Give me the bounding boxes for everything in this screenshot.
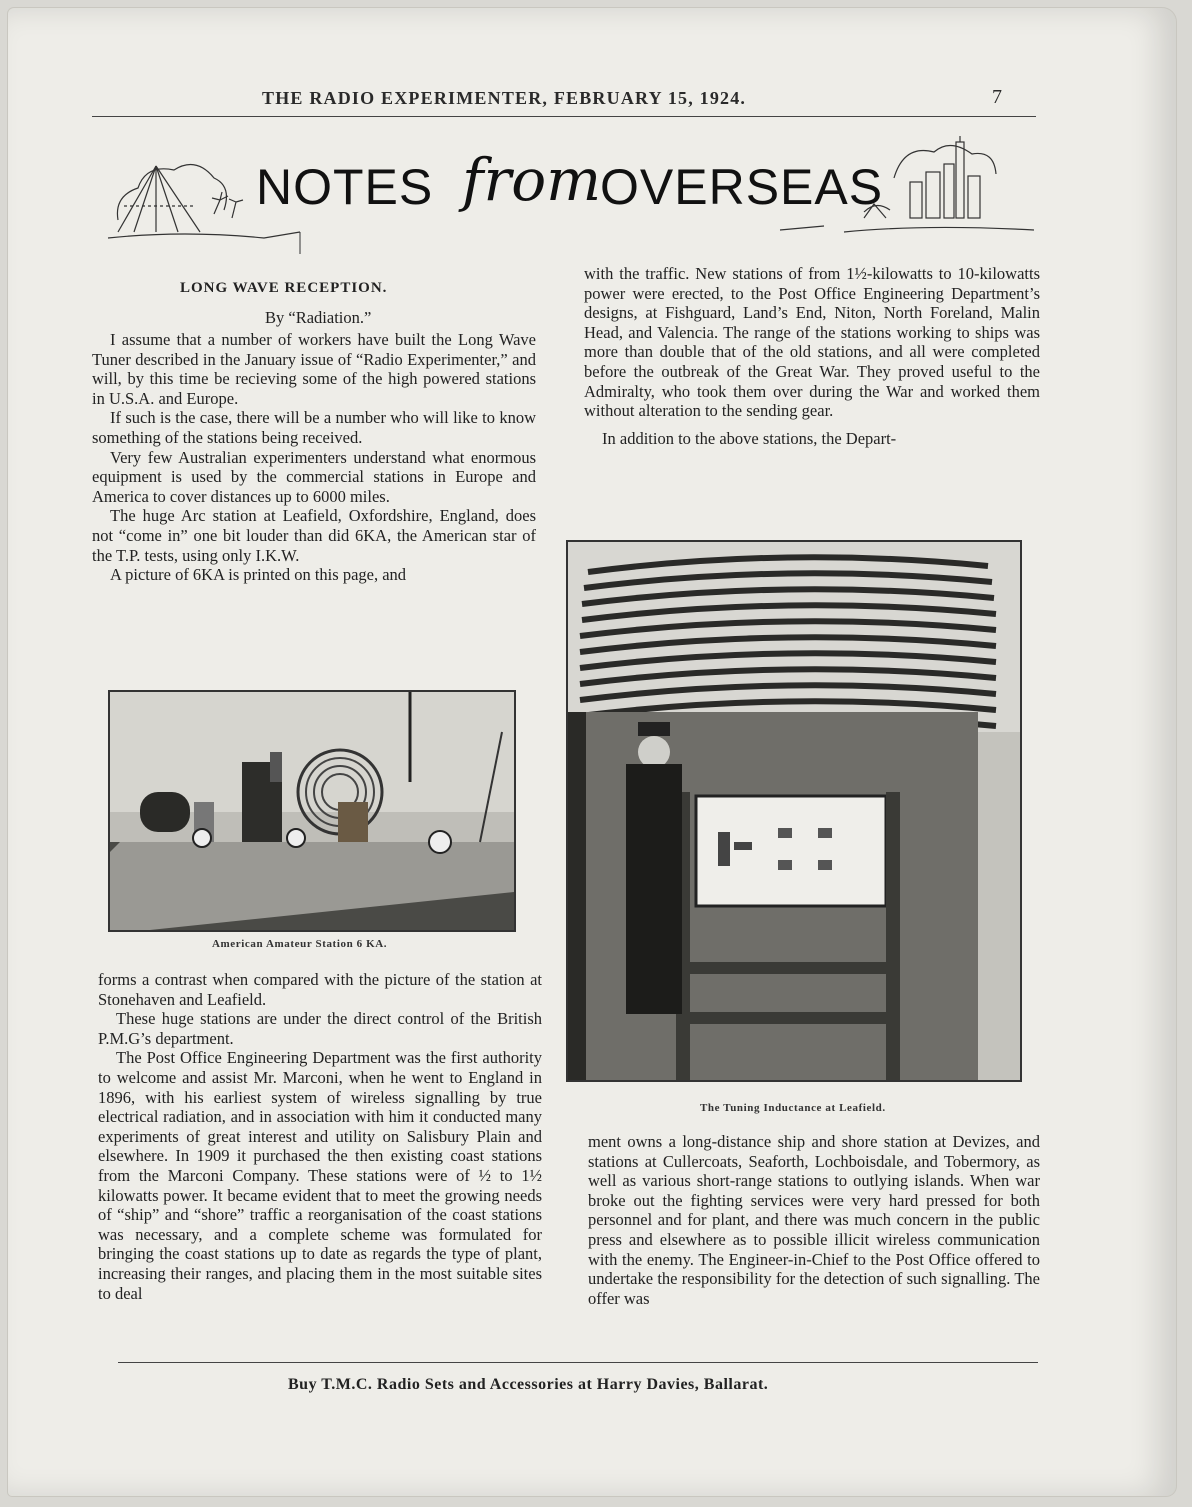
paragraph: forms a contrast when compared with the picture of the station at Stonehaven and Leafield. (98, 970, 542, 1009)
banner-title-from: from (462, 146, 602, 214)
paragraph: These huge stations are under the direct control of the British P.M.G’s department. (98, 1009, 542, 1048)
header-rule (92, 116, 1036, 117)
page-number: 7 (992, 86, 1002, 108)
photo-6ka-illustration (110, 692, 514, 930)
paragraph: I assume that a number of workers have built the Long Wave Tuner described in the January issue of “Radio Experimenter,” and will, by this time be recieving some of the high powered stations in U.S.A. and Europe. (92, 330, 536, 408)
paragraph: The huge Arc station at Leafield, Oxfordshire, England, does not “come in” one bit louder than did 6KA, the American star of the T.P. tests, using only I.K.W. (92, 506, 536, 565)
banner-title-overseas: OVERSEAS (600, 159, 884, 215)
left-column-top (92, 330, 536, 585)
paragraph: In addition to the above stations, the Depart- (602, 428, 897, 448)
photo-leafield-illustration (568, 542, 1020, 1080)
article-byline: By “Radiation.” (265, 308, 372, 327)
photo-tuning-inductance (566, 540, 1022, 1082)
right-column-top (584, 264, 1040, 448)
right-column-bottom (588, 1132, 1040, 1308)
banner-title-notes: NOTES (256, 159, 434, 215)
paragraph: The Post Office Engineering Department was the first authority to welcome and assist Mr. Marconi, when he went to England in 1896, with his earliest system of wireless signalling by true electrical radiation, and in association with him it conducted many experiments of great interest and utility on Salisbury Plain and elsewhere. In 1909 it purchased the then existing coast stations from the Marconi Company. These stations were of ½ to 1½ kilowatts power. It became evident that to meet the growing needs of “ship” and “shore” traffic a reorganisation of the coast stations was necessary, and a complete scheme was formulated for bringing the coast stations up to date as regards the type of plant, increasing their ranges, and placing them in the most suitable sites to deal (98, 1048, 542, 1303)
caption-station-6ka: American Amateur Station 6 KA. (212, 938, 388, 950)
left-column-bottom (98, 970, 542, 1303)
paragraph: ment owns a long-distance ship and shore station at Devizes, and stations at Cullercoats, Seaforth, Lochboisdale, and Tobermory, as well as various short-range stations to outlying islands. When war broke out the fighting services were very hard pressed for both personnel and for plant, and there was much concern in the public press and elsewhere as to possible illicit wireless communication with the enemy. The Engineer-in-Chief to the Post Office offered to undertake the responsibility for the detection of such signalling. The offer was (588, 1132, 1040, 1308)
paragraph: Very few Australian experimenters understand what enormous equipment is used by the commercial stations in Europe and America to cover distances up to 6000 miles. (92, 447, 536, 506)
paragraph: A picture of 6KA is printed on this page, and (110, 565, 407, 585)
paragraph: with the traffic. New stations of from 1½-kilowatts to 10-kilowatts power were erected, to the Post Office Engineering Department’s designs, at Fishguard, Land’s End, Niton, North Foreland, Malin Head, and Valencia. The range of the stations working to ships was more than double that of the old stations, and all were completed before the outbreak of the Great War. They proved useful to the Admiralty, who took them over during the War and worked them without alteration to the sending gear. (584, 264, 1040, 421)
photo-station-6ka (108, 690, 516, 932)
footer-rule (118, 1362, 1038, 1363)
running-head: THE RADIO EXPERIMENTER, FEBRUARY 15, 1924. (262, 88, 747, 108)
footer-advert: Buy T.M.C. Radio Sets and Accessories at Harry Davies, Ballarat. (288, 1376, 769, 1393)
article-heading: LONG WAVE RECEPTION. (180, 280, 388, 296)
paragraph: If such is the case, there will be a number who will like to know something of the stations being received. (92, 408, 536, 447)
caption-tuning-inductance: The Tuning Inductance at Leafield. (700, 1102, 886, 1114)
